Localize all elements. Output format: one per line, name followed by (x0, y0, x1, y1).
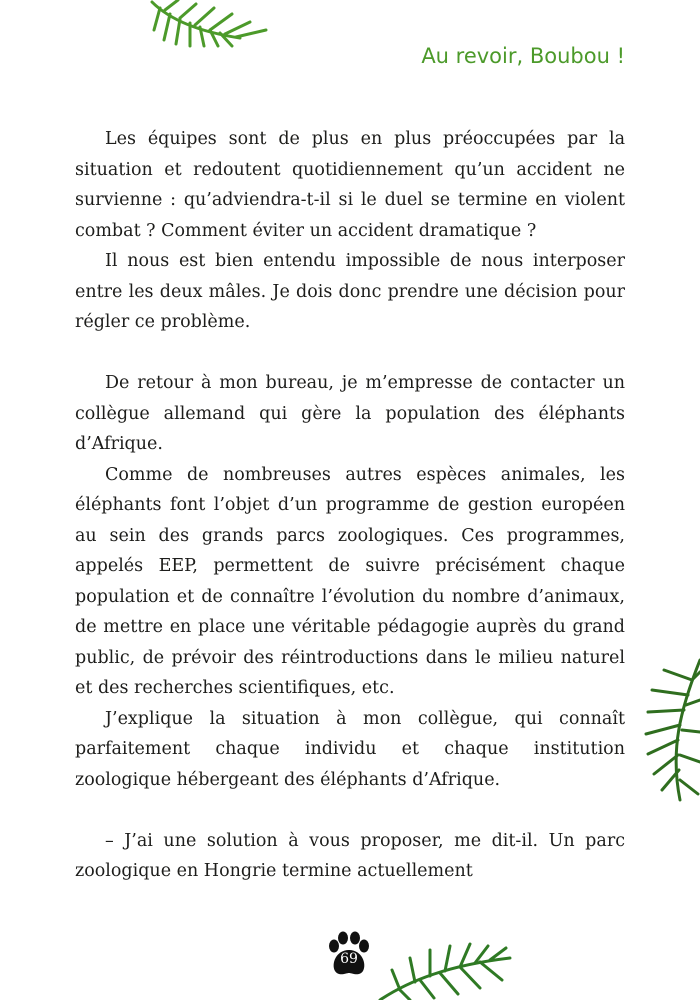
palm-leaf-top-icon (140, 0, 280, 48)
paragraph: – J’ai une solution à vous proposer, me dit-il. Un parc zoologique en Hongrie termine actuellement (75, 830, 625, 881)
paragraph: Comme de nombreuses autres espèces animales, les éléphants font l’objet d’un programme de gestion européen au sein des grands parcs zoologiques. Ces programmes, appelés EEP, permettent de suivre précisément chaque population et de connaître l’évolution du nombre d’animaux, de mettre en place une véritable pédagogie auprès du grand public, de prévoir des réintroductions dans le milieu naturel et des recherches scientifiques, etc. (75, 464, 625, 698)
body-text (75, 124, 625, 887)
palm-leaf-bottom-icon (370, 940, 520, 1000)
palm-leaf-right-icon (640, 650, 700, 810)
paragraph: Les équipes sont de plus en plus préoccupées par la situation et redoutent quotidiennement qu’un accident ne survienne : qu’adviendra-t-il si le duel se termine en violent combat ? Comment éviter un accident dramatique ? (75, 129, 625, 241)
chapter-title: Au revoir, Boubou ! (421, 44, 625, 68)
page-number: 69 (340, 951, 358, 967)
paragraph: Il nous est bien entendu impossible de nous interposer entre les deux mâles. Je dois donc prendre une décision pour régler ce problème. (75, 251, 625, 332)
paragraph: De retour à mon bureau, je m’empresse de contacter un collègue allemand qui gère la population des éléphants d’Afrique. (75, 373, 625, 454)
paragraph: J’explique la situation à mon collègue, qui connaît parfaitement chaque individu et chaque institution zoologique hébergeant des éléphants d’Afrique. (75, 708, 625, 790)
